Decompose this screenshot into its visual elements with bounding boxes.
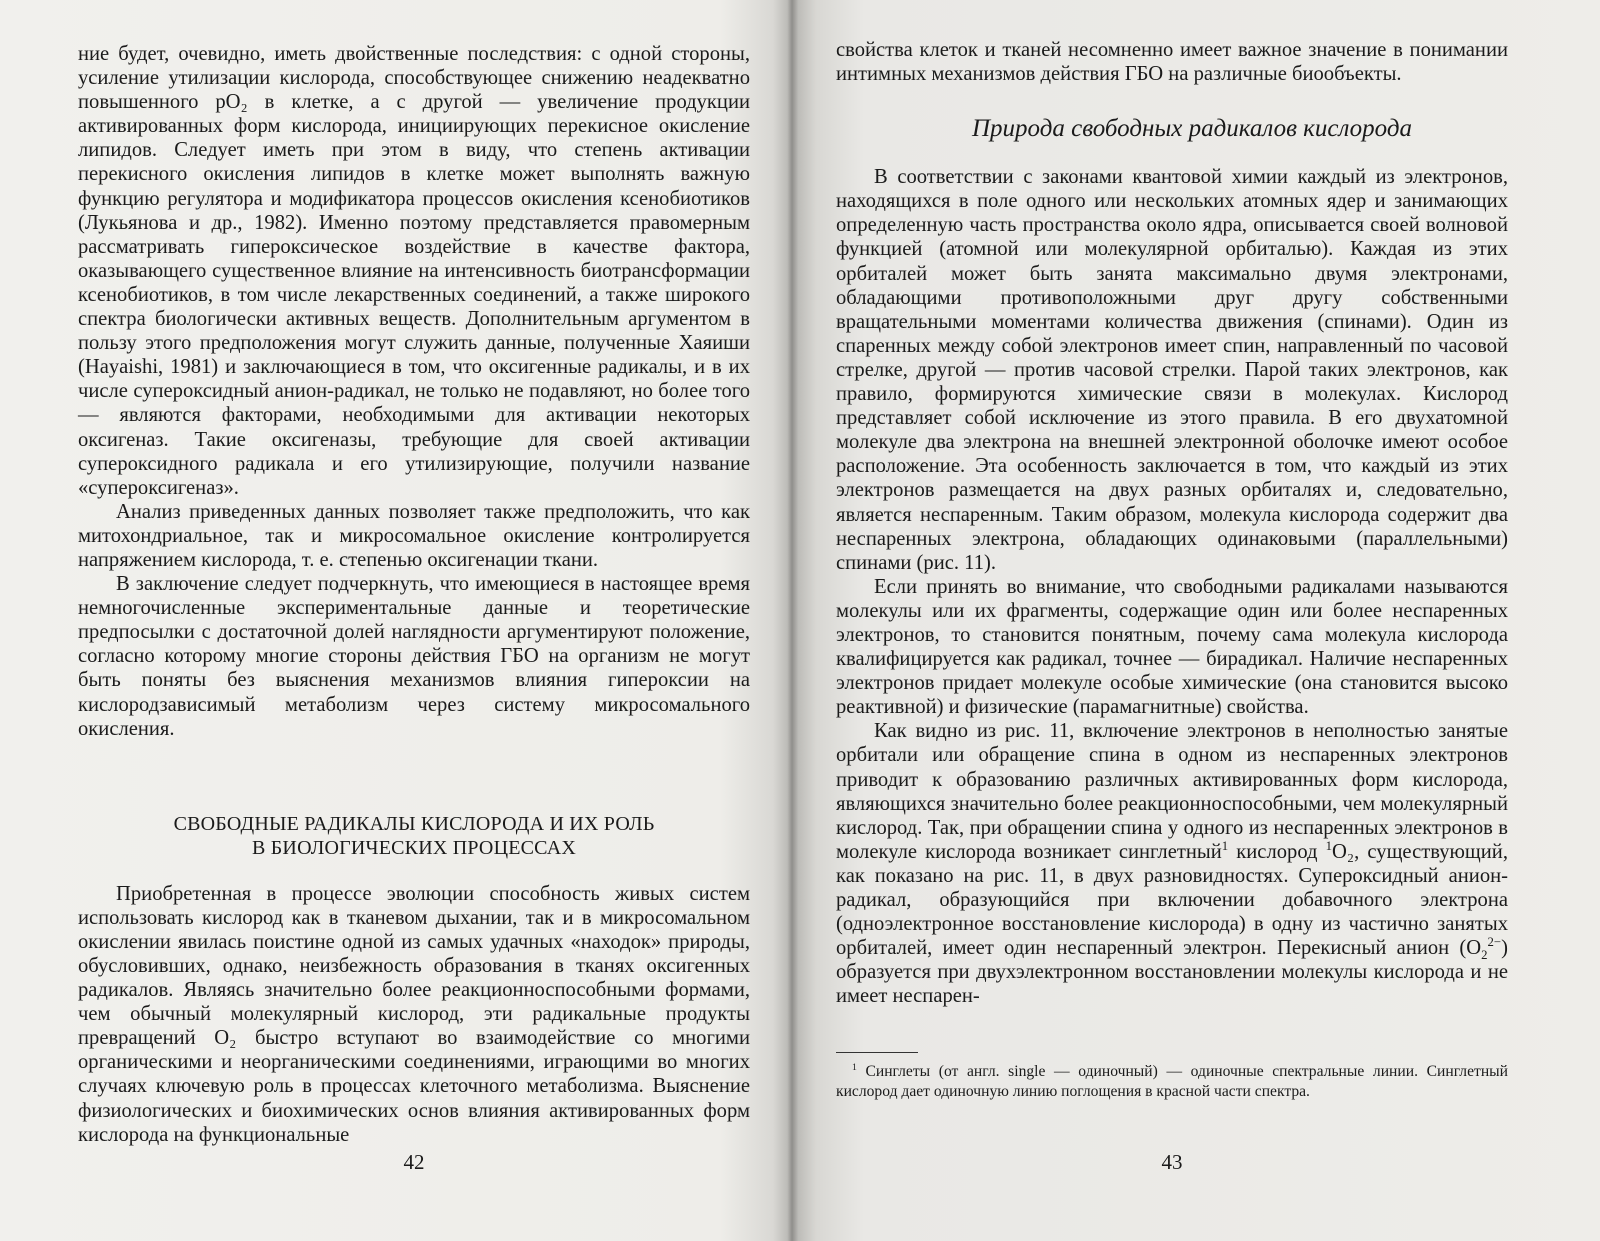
peroxide-subscript: 2 <box>1481 948 1488 963</box>
peroxide-formula <box>1466 935 1502 963</box>
footnote-number: 1 <box>852 1061 857 1073</box>
left-paragraph-3: В заключение следует подчеркнуть, что имеющиеся в настоящее время немногочисленные экспериментальные данные и теоретические предпосылки с достаточной долей наглядности аргументируют положение, согласно которому многие стороны действия ГБО на организм не могут быть поняты без выяснения механизмов влияния гипероксии на кислородзависимый метаболизм через систему микросомального окисления. <box>78 573 750 740</box>
section-title: Природа свободных радикалов кислорода <box>972 115 1412 143</box>
peroxide-superscript: 2− <box>1487 935 1502 950</box>
left-page <box>78 0 750 1241</box>
left-paragraph-1: ние будет, очевидно, иметь двойственные последствия: с одной стороны, усиление утилизации кислорода, способствующее снижению неадекватно повышенного pO₂ в клетке, а с другой — увеличение продукции активированных форм кислорода, инициирующих перекисное окисление липидов. Следует иметь при этом в виду, что степень активации перекисного окисления липидов в клетке может выполнять важную функцию регулятора и модификатора процессов окисления ксенобиотиков (Лукьянова и др., 1982). Именно поэтому представляется правомерным рассматривать гипероксическое воздействие в качестве фактора, оказывающего существенное влияние на интенсивность биотрансформации ксенобиотиков, в том числе лекарственных соединений, а также широкого спектра биологически активных веществ. Дополнительным аргументом в пользу этого предположения могут служить данные, полученные Хаяиши (Hayaishi, 1981) и заключающиеся в том, что оксигенные радикалы, и в их числе супероксидный анион-радикал, не только не подавляют, но более того — являются факторами, необходимыми для активации некоторых оксигеназ. Такие оксигеназы, требующие для своей активации супероксидного радикала и его утилизирующие, получили название «супероксигеназ». <box>78 43 750 499</box>
right-paragraph-2: Если принять во внимание, что свободными радикалами называются молекулы или их фрагменты, содержащие один или более неспаренных электронов, то становится понятным, почему сама молекула кислорода квалифицируется как радикал, точнее — бирадикал. Наличие неспаренных электронов придает молекуле особые химические (она становится высоко реактивной) и физические (парамагнитные) свойства. <box>836 575 1508 719</box>
singlet-superscript: 1 <box>1325 838 1333 853</box>
chapter-title-line-1: СВОБОДНЫЕ РАДИКАЛЫ КИСЛОРОДА И ИХ РОЛЬ <box>173 812 655 835</box>
page-number-right: 43 <box>1161 1150 1183 1174</box>
footnote-rule <box>836 1052 918 1053</box>
paragraph-3-part-b: кислород <box>1236 840 1318 863</box>
peroxide-base: O <box>1466 937 1482 960</box>
chapter-title <box>78 812 750 860</box>
chapter-title-line-2: В БИОЛОГИЧЕСКИХ ПРОЦЕССАХ <box>252 836 576 859</box>
right-page-text <box>836 38 1508 1008</box>
footnote-marker: 1 <box>1221 838 1229 853</box>
footnote <box>836 1062 1508 1101</box>
paragraph-3-part-d: ) образуется при двухэлектронном восстановлении молекулы кислорода и не имеет неспарен- <box>836 937 1508 1008</box>
page-number-left: 42 <box>403 1150 425 1174</box>
right-page <box>836 0 1508 1241</box>
paragraph-3-part-c: , существующий, как показано на рис. 11, в двух разновидностях. Супероксидный анион-радикал, образующийся при включении добавочного электрона (одноэлектронное восстановление кислорода) в одну из частично занятых орбиталей, имеет один неспаренный электрон. Перекисный анион ( <box>836 840 1508 960</box>
singlet-oxygen-formula: O₂ <box>1332 840 1355 863</box>
right-intro-paragraph: свойства клеток и тканей несомненно имеет важное значение в понимании интимных механизмов действия ГБО на различные биообъекты. <box>836 39 1508 86</box>
left-page-text <box>78 42 750 1147</box>
right-paragraph-3 <box>836 719 1508 1008</box>
left-paragraph-2: Анализ приведенных данных позволяет также предположить, что как митохондриальное, так и микросомальное окисление контролируется напряжением кислорода, т. е. степенью оксигенации ткани. <box>78 500 750 571</box>
footnote-text: Синглеты (от англ. single — одиночный) — одиночные спектральные линии. Синглетный кислород дает одиночную линию поглощения в красной части спектра. <box>836 1063 1508 1100</box>
chapter-paragraph: Приобретенная в процессе эволюции способность живых систем использовать кислород как в тканевом дыхании, так и в микросомальном окислении явилась поистине одной из самых удачных «находок» природы, обусловивших, однако, неизбежность образования в тканях оксигенных радикалов. Являясь значительно более реакционноспособными формами, чем обычный молекулярный кислород, эти радикальные продукты превращений O₂ быстро вступают во взаимодействие со многими органическими и неорганическими соединениями, играющими во многих случаях ключевую роль в процессах клеточного метаболизма. Выяснение физиологических и биохимических основ влияния активированных форм кислорода на функциональные <box>78 882 750 1146</box>
right-paragraph-1: В соответствии с законами квантовой химии каждый из электронов, находящихся в поле одного или нескольких атомных ядер и занимающих определенную часть пространства около ядра, описывается своей волновой функцией (атомной или молекулярной орбиталью). Каждая из этих орбиталей может быть занята максимально двумя электронами, обладающими противоположными друг другу собственными вращательными моментами количества движения (спинами). Один из спаренных между собой электронов имеет спин, направленный по часовой стрелке, другой — против часовой стрелки. Парой таких электронов, как правило, формируются химические связи в молекулах. Кислород представляет собой исключение из этого правила. В его двухатомной молекуле два электрона на внешней электронной оболочке имеют особое расположение. Эта особенность заключается в том, что каждый из этих электронов размещается на двух разных орбиталях и, следовательно, является неспаренным. Таким образом, молекула кислорода содержит два неспаренных электрона, обладающих одинаковыми (параллельными) спинами (рис. 11). <box>836 166 1508 574</box>
paragraph-3-part-a: Как видно из рис. 11, включение электронов в неполностью занятые орбитали или обращение спина в одном из неспаренных электронов приводит к образованию различных активированных форм кислорода, являющихся значительно более реакционноспособными, чем молекулярный кислород. Так, при обращении спина у одного из неспаренных электронов в молекуле кислорода возникает синглетный <box>836 720 1508 863</box>
